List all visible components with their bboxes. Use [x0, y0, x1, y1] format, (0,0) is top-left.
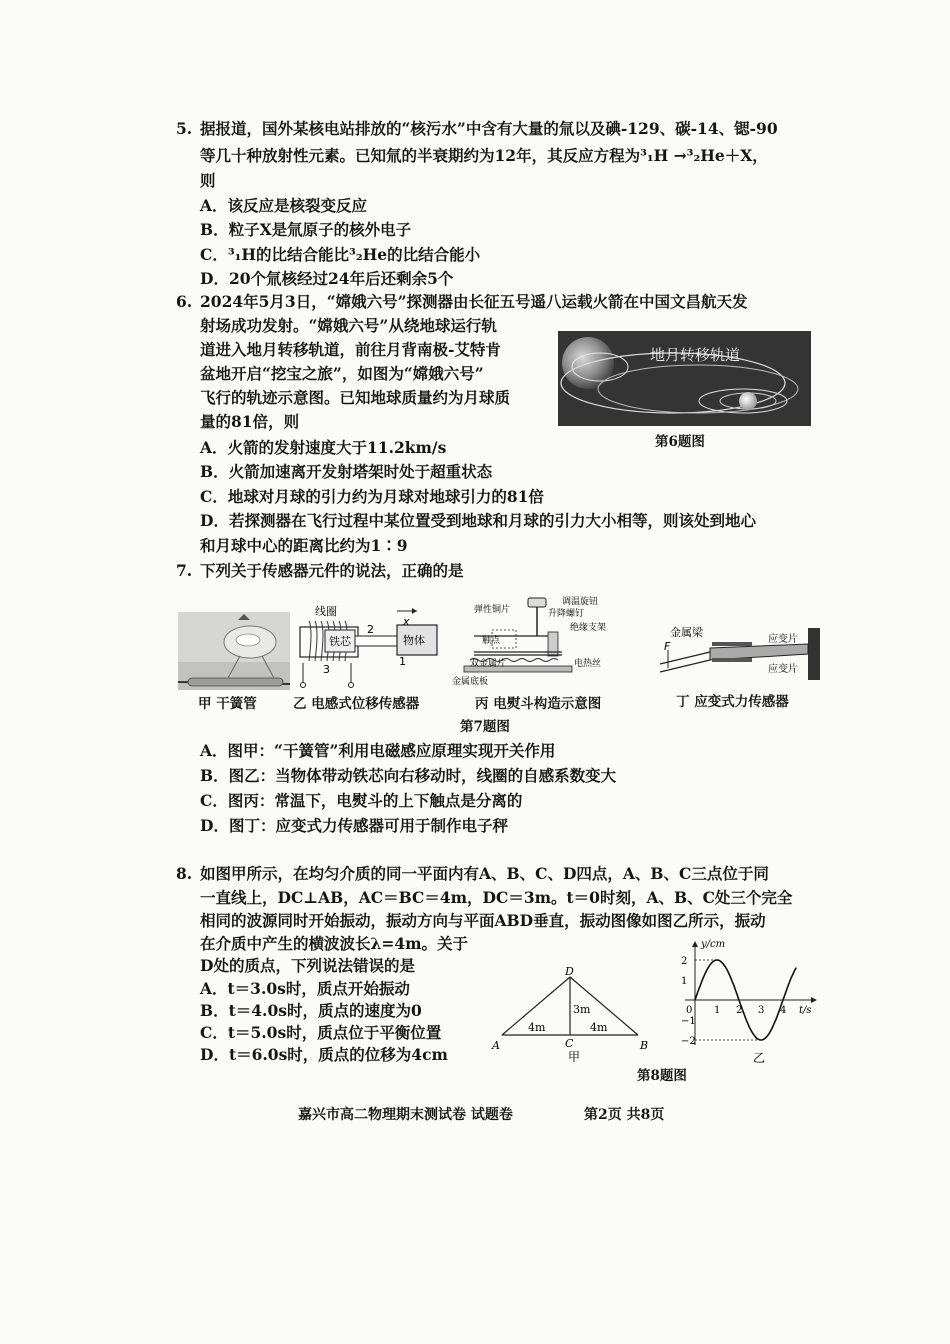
chart-caption: 乙 — [753, 1051, 766, 1065]
chart-x-tick-1: 1 — [714, 1005, 721, 1016]
bing-base-label: 金属底板 — [452, 677, 489, 687]
q8-option-c: C．t＝5.0s时，质点位于平衡位置 — [200, 1023, 442, 1042]
tri-bc-label: 4m — [590, 1021, 608, 1034]
q7-option-c: C．图丙：常温下，电熨斗的上下触点是分离的 — [200, 791, 523, 810]
yi-core-label: 铁芯 — [329, 635, 351, 648]
q7-iron-figure — [452, 596, 624, 690]
q6-option-b: B．火箭加速离开发射塔架时处于超重状态 — [200, 462, 493, 481]
q5-option-d: D．20个氚核经过24年后还剩余5个 — [200, 269, 454, 288]
q7-fig-ding-caption: 丁 应变式力传感器 — [676, 694, 789, 710]
q8-vibration-chart — [675, 935, 820, 1065]
q7-option-b: B．图乙：当物体带动铁芯向右移动时，线圈的自感系数变大 — [200, 766, 617, 785]
q7-number: 7. — [176, 561, 193, 580]
q6-option-d: D．若探测器在飞行过程中某位置受到地球和月球的引力大小相等，则该处到地心 — [200, 511, 756, 530]
bing-support-label: 绝缘支架 — [570, 623, 607, 633]
q7-stem: 下列关于传感器元件的说法，正确的是 — [200, 561, 464, 580]
bing-bimetal-label: 双金属片 — [470, 659, 507, 669]
q7-fig-yi-caption: 乙 电感式位移传感器 — [293, 696, 420, 712]
q8-number: 8. — [176, 864, 193, 883]
q7-option-a: A．图甲：“干簧管”利用电磁感应原理实现开关作用 — [200, 741, 556, 760]
chart-y-label: y/cm — [701, 939, 726, 950]
q7-strain-sensor-figure — [650, 620, 825, 690]
q8-figure-caption: 第8题图 — [637, 1068, 687, 1084]
bing-screw-label: 升降螺钉 — [548, 609, 585, 619]
chart-x-tick-0: 0 — [686, 1005, 693, 1016]
q5-stem-line1: 据报道，国外某核电站排放的“核污水”中含有大量的氚以及碘-129、碳-14、锶-90 — [200, 119, 778, 138]
q6-stem-line4: 盆地开启“挖宝之旅”，如图为“嫦娥六号” — [200, 364, 484, 383]
q6-stem-line1: 2024年5月3日，“嫦娥六号”探测器由长征五号遥八运载火箭在中国文昌航天发 — [200, 292, 748, 311]
moon-icon — [739, 392, 757, 410]
chart-x-tick-3: 3 — [758, 1005, 765, 1016]
q7-fig-jia-caption: 甲 干簧管 — [198, 696, 257, 712]
tri-dc-label: 3m — [573, 1003, 591, 1016]
tri-B-label: B — [640, 1039, 649, 1052]
chart-x-tick-2: 2 — [736, 1005, 743, 1016]
tri-caption: 甲 — [568, 1050, 581, 1064]
q6-orbit-figure — [558, 331, 811, 426]
chart-x-tick-4: 4 — [780, 1005, 787, 1016]
q6-option-d-cont: 和月球中心的距离比约为1∶9 — [200, 536, 408, 555]
yi-object-label: 物体 — [403, 634, 425, 647]
q5-stem-line3: 则 — [200, 171, 216, 190]
footer-page: 第2页 共8页 — [584, 1107, 665, 1123]
q7-figure-caption: 第7题图 — [460, 719, 510, 735]
q6-option-a: A．火箭的发射速度大于11.2km/s — [200, 438, 447, 457]
footer-title: 嘉兴市高二物理期末测试卷 试题卷 — [298, 1107, 513, 1123]
q8-stem-line5: D处的质点，下列说法错误的是 — [200, 956, 415, 975]
q6-number: 6. — [176, 292, 193, 311]
q6-figure-caption: 第6题图 — [655, 434, 705, 450]
q8-stem-line1: 如图甲所示，在均匀介质的同一平面内有A、B、C、D四点，A、B、C三点位于同 — [200, 864, 769, 883]
q8-option-d: D．t＝6.0s时，质点的位移为4cm — [200, 1045, 448, 1064]
q7-option-d: D．图丁：应变式力传感器可用于制作电子秤 — [200, 816, 508, 835]
yi-coil-label: 线圈 — [315, 605, 337, 618]
ding-gauge2-label: 应变片 — [768, 664, 798, 675]
bing-knob-label: 调温旋钮 — [562, 597, 599, 607]
tri-ac-label: 4m — [528, 1021, 546, 1034]
q8-stem-line3: 相同的波源同时开始振动，振动方向与平面ABD垂直，振动图像如图乙所示，振动 — [200, 911, 766, 930]
ding-beam-label: 金属梁 — [670, 626, 703, 639]
chart-y-tick-1: 1 — [681, 976, 688, 987]
q8-option-b: B．t＝4.0s时，质点的速度为0 — [200, 1001, 422, 1020]
q7-fig-bing-caption: 丙 电熨斗构造示意图 — [475, 696, 602, 712]
tri-D-label: D — [565, 965, 574, 978]
orbit-label: 地月转移轨道 — [650, 346, 741, 364]
q5-equation: ³₁H →³₂He＋X， — [640, 146, 768, 165]
q5-option-b: B．粒子X是氚原子的核外电子 — [200, 220, 412, 239]
yi-n3-label: 3 — [323, 663, 330, 676]
bing-contact-label: 触点 — [482, 636, 501, 646]
q6-stem-line3: 道进入地月转移轨道，前往月背南极-艾特肯 — [200, 340, 501, 359]
q6-stem-line5: 飞行的轨迹示意图。已知地球质量约为月球质 — [200, 388, 511, 407]
q7-inductive-sensor-figure — [295, 603, 443, 693]
q7-reed-switch-figure — [178, 612, 290, 690]
q5-option-a: A．该反应是核裂变反应 — [200, 196, 368, 215]
ding-gauge1-label: 应变片 — [768, 634, 798, 645]
yi-n1-label: 1 — [399, 655, 406, 668]
q5-number: 5. — [176, 119, 193, 138]
q8-stem-line4: 在介质中产生的横波波长λ=4m。关于 — [200, 934, 469, 953]
tri-C-label: C — [565, 1037, 574, 1050]
yi-x-label: x — [403, 615, 410, 628]
q6-stem-line2: 射场成功发射。“嫦娥六号”从绕地球运行轨 — [200, 316, 497, 335]
q5-stem-line2 — [200, 145, 768, 167]
q5-stem-line2-text: 等几十种放射性元素。已知氚的半衰期约为12年，其反应方程为 — [200, 146, 641, 165]
ding-force-label: F — [664, 640, 671, 653]
yi-n2-label: 2 — [367, 623, 374, 636]
bing-wire-label: 电热丝 — [574, 659, 602, 669]
bing-spring-label: 弹性铜片 — [474, 605, 511, 615]
tri-A-label: A — [492, 1039, 500, 1052]
q8-triangle-figure — [488, 965, 658, 1065]
q6-stem-line6: 量的81倍，则 — [200, 412, 300, 431]
q6-option-c: C．地球对月球的引力约为月球对地球引力的81倍 — [200, 487, 544, 506]
chart-x-label: t/s — [799, 1005, 812, 1016]
q8-stem-line2: 一直线上，DC⊥AB，AC＝BC＝4m，DC＝3m。t＝0时刻，A、B、C处三个完全 — [200, 888, 793, 907]
chart-y-tick-3: −2 — [681, 1036, 696, 1047]
chart-y-tick-0: 2 — [681, 956, 688, 967]
q5-option-c: C．³₁H的比结合能比³₂He的比结合能小 — [200, 245, 481, 264]
q8-option-a: A．t＝3.0s时，质点开始振动 — [200, 979, 410, 998]
chart-y-tick-2: −1 — [681, 1016, 696, 1027]
